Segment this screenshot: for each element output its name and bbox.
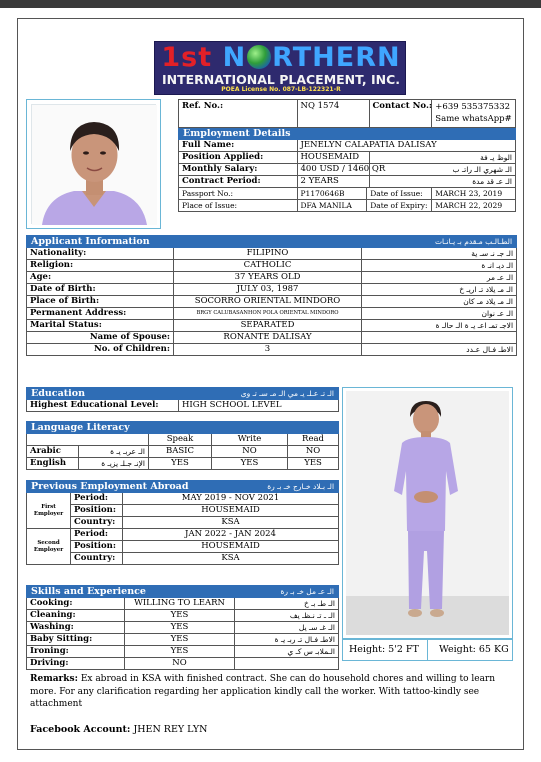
age-value: 37 YEARS OLD — [174, 272, 362, 284]
spouse-empty — [362, 332, 517, 344]
driving-arabic — [235, 658, 339, 670]
cooking-value: WILLING TO LEARN — [125, 598, 235, 610]
age-arabic: الـ عـ مر — [362, 272, 517, 284]
cleaning-label: Cleaning: — [27, 610, 125, 622]
applicant-header-arabic: الطـالـب مـقدم بـ يـانـات — [434, 237, 513, 246]
first-position-label: Position: — [71, 505, 123, 517]
second-employer-label: Second Employer — [27, 529, 71, 565]
employment-header: Employment Details — [179, 128, 516, 140]
first-position: HOUSEMAID — [123, 505, 339, 517]
washing-value: YES — [125, 622, 235, 634]
salary-arabic: الـ شهري الـ راتـ ب — [369, 164, 515, 176]
religion-label: Religion: — [27, 260, 174, 272]
applicant-full-body-photo — [342, 387, 513, 639]
contact-label: Contact No.: — [369, 100, 432, 128]
position-arabic: الوظ يـ فة — [369, 152, 515, 164]
arabic-arabic: الـ عربـ يـ ة — [79, 446, 149, 458]
measurements-box — [342, 639, 513, 661]
babysitting-arabic: الاطـ فـال تـ ربـ يـ ة — [235, 634, 339, 646]
washing-arabic: الـ غـ سـ يل — [235, 622, 339, 634]
arabic-read: NO — [288, 446, 339, 458]
remarks-text: Ex abroad in KSA with finished contract. She can do household chores and willing to learn more. For any clarification regarding her application kindly call the worker. With tattoo-kindly see attachment — [30, 674, 496, 709]
skills-table — [26, 585, 339, 670]
marital-label: Marital Status: — [27, 320, 174, 332]
cooking-label: Cooking: — [27, 598, 125, 610]
portrait-image — [32, 105, 157, 225]
facebook-value: JHEN REY LYN — [133, 724, 208, 735]
education-table — [26, 387, 339, 412]
education-header-title: Education — [31, 388, 85, 399]
first-country: KSA — [123, 517, 339, 529]
spouse-value: RONANTE DALISAY — [174, 332, 362, 344]
education-label: Highest Educational Level: — [27, 400, 179, 412]
weight-value: Weight: 65 KG — [439, 644, 509, 655]
dob-arabic: الـ مـ يلاد تـ اريـ خ — [362, 284, 517, 296]
washing-label: Washing: — [27, 622, 125, 634]
contact-value: +639 535375332 — [435, 102, 511, 112]
facebook-account — [30, 724, 207, 735]
read-col: Read — [288, 434, 339, 446]
address-label: Permanent Address: — [27, 308, 174, 320]
second-period: JAN 2022 - JAN 2024 — [123, 529, 339, 541]
previous-employment-table — [26, 480, 339, 565]
write-col: Write — [212, 434, 288, 446]
previous-header-title: Previous Employment Abroad — [31, 481, 189, 492]
nationality-value: FILIPINO — [174, 248, 362, 260]
nationality-label: Nationality: — [27, 248, 174, 260]
facebook-label: Facebook Account: — [30, 724, 131, 735]
globe-icon — [247, 45, 271, 69]
full-body-image — [346, 391, 509, 635]
contact-cell — [432, 100, 516, 128]
spouse-label: Name of Spouse: — [27, 332, 174, 344]
full-name-label: Full Name: — [179, 140, 298, 152]
english-read: YES — [288, 458, 339, 470]
skills-header — [27, 586, 339, 598]
logo-1st: 1st — [161, 42, 213, 73]
religion-value: CATHOLIC — [174, 260, 362, 272]
children-label: No. of Children: — [27, 344, 174, 356]
second-country-label: Country: — [71, 553, 123, 565]
religion-arabic: الـ ديـ انـ ة — [362, 260, 517, 272]
children-arabic: الاطـ فـال عـدد — [362, 344, 517, 356]
applicant-header-title: Applicant Information — [31, 236, 150, 247]
driving-value: NO — [125, 658, 235, 670]
issue-value: MARCH 23, 2019 — [432, 188, 516, 200]
babysitting-value: YES — [125, 634, 235, 646]
children-value: 3 — [174, 344, 362, 356]
ref-value: NQ 1574 — [297, 100, 369, 128]
height-value: Height: 5'2 FT — [349, 644, 419, 655]
language-header: Language Literacy — [27, 422, 339, 434]
second-period-label: Period: — [71, 529, 123, 541]
education-value: HIGH SCHOOL LEVEL — [179, 400, 339, 412]
address-value: BRGY CALUBASANHON POLA ORIENTAL MINDORO — [174, 308, 362, 320]
english-label: English — [27, 458, 79, 470]
applicant-portrait — [26, 99, 161, 229]
expiry-value: MARCH 22, 2029 — [432, 200, 516, 212]
speak-col: Speak — [149, 434, 212, 446]
passport-label: Passport No.: — [179, 188, 298, 200]
second-position: HOUSEMAID — [123, 541, 339, 553]
skills-header-title: Skills and Experience — [31, 586, 146, 597]
skills-header-arabic: الـ عـ مل خـ بـ رة — [280, 587, 334, 596]
cooking-arabic: الـ طـ بـ خ — [235, 598, 339, 610]
nationality-arabic: الـ جـ نـ سـ ية — [362, 248, 517, 260]
cleaning-value: YES — [125, 610, 235, 622]
arabic-label: Arabic — [27, 446, 79, 458]
applicant-header — [27, 236, 517, 248]
marital-value: SEPARATED — [174, 320, 362, 332]
measurements-divider — [427, 640, 428, 660]
ironing-value: YES — [125, 646, 235, 658]
babysitting-label: Baby Sitting: — [27, 634, 125, 646]
first-employer-label: First Employer — [27, 493, 71, 529]
contract-label: Contract Period: — [179, 176, 298, 188]
logo-license: POEA License No. 087-LB-122321-R — [221, 86, 341, 93]
language-table — [26, 421, 339, 470]
english-speak: YES — [149, 458, 212, 470]
arabic-speak: BASIC — [149, 446, 212, 458]
driving-label: Driving: — [27, 658, 125, 670]
pob-arabic: الـ مـ يلاد مـ كان — [362, 296, 517, 308]
remarks — [30, 673, 515, 711]
address-arabic: الـ عـ نوان — [362, 308, 517, 320]
dob-value: JULY 03, 1987 — [174, 284, 362, 296]
first-period-label: Period: — [71, 493, 123, 505]
agency-logo — [154, 41, 406, 95]
remarks-label: Remarks: — [30, 674, 78, 684]
second-position-label: Position: — [71, 541, 123, 553]
salary-label: Monthly Salary: — [179, 164, 298, 176]
education-header-arabic: الـ تـ عـلـ يـ مي الـ مـ سـ تـ وى — [240, 389, 334, 398]
expiry-label: Date of Expiry: — [367, 200, 432, 212]
ref-label: Ref. No.: — [179, 100, 298, 128]
ironing-arabic: الـملابـ س كـ ي — [235, 646, 339, 658]
issue-label: Date of Issue: — [367, 188, 432, 200]
pob-value: SOCORRO ORIENTAL MINDORO — [174, 296, 362, 308]
first-period: MAY 2019 - NOV 2021 — [123, 493, 339, 505]
contact-note: Same whatsApp# — [435, 114, 512, 124]
ironing-label: Ironing: — [27, 646, 125, 658]
previous-header-arabic: الـ بـلاد خـارج خـ بـ رة — [267, 482, 335, 491]
applicant-table — [26, 235, 517, 356]
education-header — [27, 388, 339, 400]
passport-value: P1170646B — [297, 188, 367, 200]
cleaning-arabic: الـ ـ تـ نـظـ يف — [235, 610, 339, 622]
place-label: Place of Issue: — [179, 200, 298, 212]
logo-subtitle: INTERNATIONAL PLACEMENT, INC. — [161, 72, 401, 87]
english-write: YES — [212, 458, 288, 470]
contract-arabic: الـ عـ قد مدة — [369, 176, 515, 188]
salary-value: 400 USD / 1460 QR — [297, 164, 369, 176]
top-bar — [0, 0, 541, 8]
previous-header — [27, 481, 339, 493]
place-value: DFA MANILA — [297, 200, 367, 212]
marital-arabic: الاجـ تمـ اعـ يـ ة الـ حالـ ة — [362, 320, 517, 332]
age-label: Age: — [27, 272, 174, 284]
first-country-label: Country: — [71, 517, 123, 529]
arabic-write: NO — [212, 446, 288, 458]
employment-table — [178, 99, 516, 212]
application-sheet — [17, 18, 524, 750]
logo-rest: RTHERN — [272, 42, 401, 73]
full-name-value: JENELYN CALAPATIA DALISAY — [297, 140, 515, 152]
pob-label: Place of Birth: — [27, 296, 174, 308]
dob-label: Date of Birth: — [27, 284, 174, 296]
language-corner — [27, 434, 149, 446]
position-label: Position Applied: — [179, 152, 298, 164]
contract-value: 2 YEARS — [297, 176, 369, 188]
logo-n: N — [222, 42, 247, 73]
second-country: KSA — [123, 553, 339, 565]
english-arabic: الإنـ جـلـ يزيـ ة — [79, 458, 149, 470]
position-value: HOUSEMAID — [297, 152, 369, 164]
